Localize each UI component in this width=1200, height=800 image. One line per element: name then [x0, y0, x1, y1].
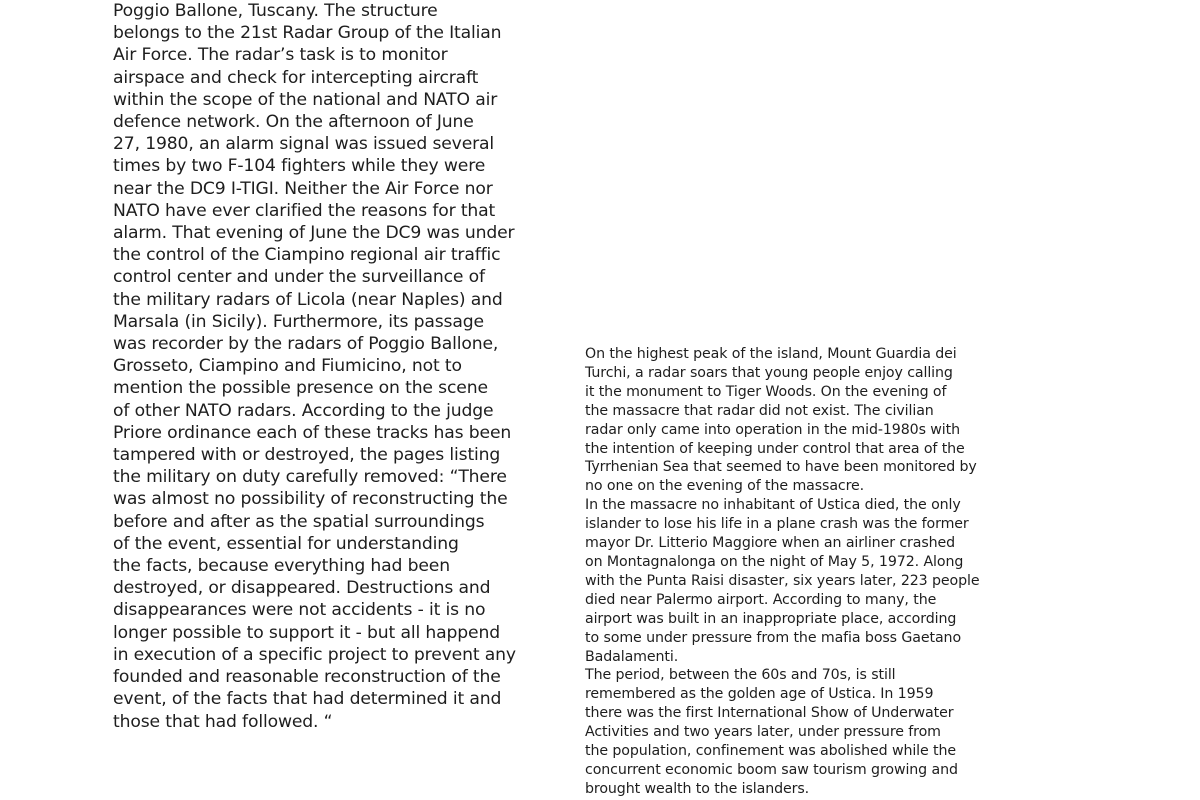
right-text-line: On the highest peak of the island, Mount Guardia dei	[585, 346, 957, 362]
left-text-line: Priore ordinance each of these tracks has been	[113, 422, 512, 443]
right-text-line: the intention of keeping under control that area of the	[585, 440, 965, 457]
right-text-line: it the monument to Tiger Woods. On the evening of	[585, 383, 947, 400]
right-text-line: there was the first International Show of Underwater	[585, 705, 954, 722]
left-text-line: Air Force. The radar’s task is to monitor	[113, 45, 448, 66]
right-text-line: Activities and two years later, under pressure from	[585, 724, 941, 741]
left-text-line: alarm. That evening of June the DC9 was under	[113, 223, 515, 244]
left-text-line: of the event, essential for understanding	[113, 533, 459, 554]
left-text-line: was recorder by the radars of Poggio Ballone,	[113, 334, 499, 355]
right-text-line: with the Punta Raisi disaster, six years later, 223 people	[585, 572, 980, 589]
right-text-column	[585, 345, 1005, 799]
right-text-line: to some under pressure from the mafia boss Gaetano	[585, 629, 962, 646]
left-text-line: tampered with or destroyed, the pages listing	[113, 445, 501, 466]
left-text-line: disappearances were not accidents - it is no	[113, 600, 486, 621]
right-text-line: airport was built in an inappropriate place, according	[585, 610, 957, 627]
left-text-line: mention the possible presence on the scene	[113, 378, 488, 399]
left-text-line: within the scope of the national and NATO air	[113, 89, 498, 110]
right-text-line: In the massacre no inhabitant of Ustica died, the only	[585, 497, 961, 514]
left-text-line: those that had followed. “	[113, 711, 333, 732]
left-text-line: times by two F-104 fighters while they were	[113, 156, 486, 177]
left-text-line: was almost no possibility of reconstructing the	[113, 489, 508, 510]
left-text-line: the military on duty carefully removed: “There	[113, 467, 507, 488]
left-text-line: destroyed, or disappeared. Destructions and	[113, 578, 491, 599]
right-text-line: The period, between the 60s and 70s, is still	[585, 667, 896, 684]
right-text-line: on Montagnalonga on the night of May 5, 1972. Along	[585, 553, 964, 570]
right-text-line: brought wealth to the islanders.	[585, 780, 810, 797]
left-text-line: of other NATO radars. According to the judge	[113, 400, 494, 421]
left-text-line: Grosseto, Ciampino and Fiumicino, not to	[113, 356, 462, 377]
left-text-line: in execution of a specific project to prevent any	[113, 644, 516, 665]
left-text-column	[113, 0, 533, 733]
left-text-line: defence network. On the afternoon of June	[113, 112, 474, 133]
right-text-line: the massacre that radar did not exist. The civilian	[585, 402, 934, 419]
left-text-line: Marsala (in Sicily). Furthermore, its passage	[113, 311, 484, 332]
left-text-line: Poggio Ballone, Tuscany. The structure	[113, 1, 438, 21]
left-text-line: control center and under the surveillance of	[113, 267, 485, 288]
right-text-line: died near Palermo airport. According to many, the	[585, 591, 937, 608]
left-text-line: founded and reasonable reconstruction of the	[113, 667, 501, 688]
right-text-line: Turchi, a radar soars that young people enjoy calling	[585, 364, 953, 381]
right-text-line: islander to lose his life in a plane crash was the former	[585, 516, 969, 533]
left-text-line: near the DC9 I-TIGI. Neither the Air Force nor	[113, 178, 493, 199]
right-text-line: radar only came into operation in the mid-1980s with	[585, 421, 960, 438]
left-text-line: the military radars of Licola (near Naples) and	[113, 289, 503, 310]
left-text-line: event, of the facts that had determined it and	[113, 689, 502, 710]
left-text-line: the facts, because everything had been	[113, 556, 450, 577]
right-text-line: remembered as the golden age of Ustica. In 1959	[585, 686, 934, 703]
left-text-line: the control of the Ciampino regional air traffic	[113, 245, 501, 266]
right-text-line: Tyrrhenian Sea that seemed to have been monitored by	[585, 459, 977, 476]
left-text-line: belongs to the 21st Radar Group of the Italian	[113, 23, 502, 44]
right-text-line: no one on the evening of the massacre.	[585, 478, 865, 495]
left-text-line: before and after as the spatial surroundings	[113, 511, 485, 532]
left-text-line: 27, 1980, an alarm signal was issued several	[113, 134, 495, 155]
right-text-line: Badalamenti.	[585, 648, 679, 665]
right-text-line: the population, confinement was abolished while the	[585, 743, 957, 760]
left-text-line: airspace and check for intercepting aircraft	[113, 67, 479, 88]
left-text-line: longer possible to support it - but all happend	[113, 622, 500, 643]
right-text-line: concurrent economic boom saw tourism growing and	[585, 761, 958, 778]
right-text-line: mayor Dr. Litterio Maggiore when an airliner crashed	[585, 535, 956, 552]
left-text-line: NATO have ever clarified the reasons for that	[113, 200, 496, 221]
